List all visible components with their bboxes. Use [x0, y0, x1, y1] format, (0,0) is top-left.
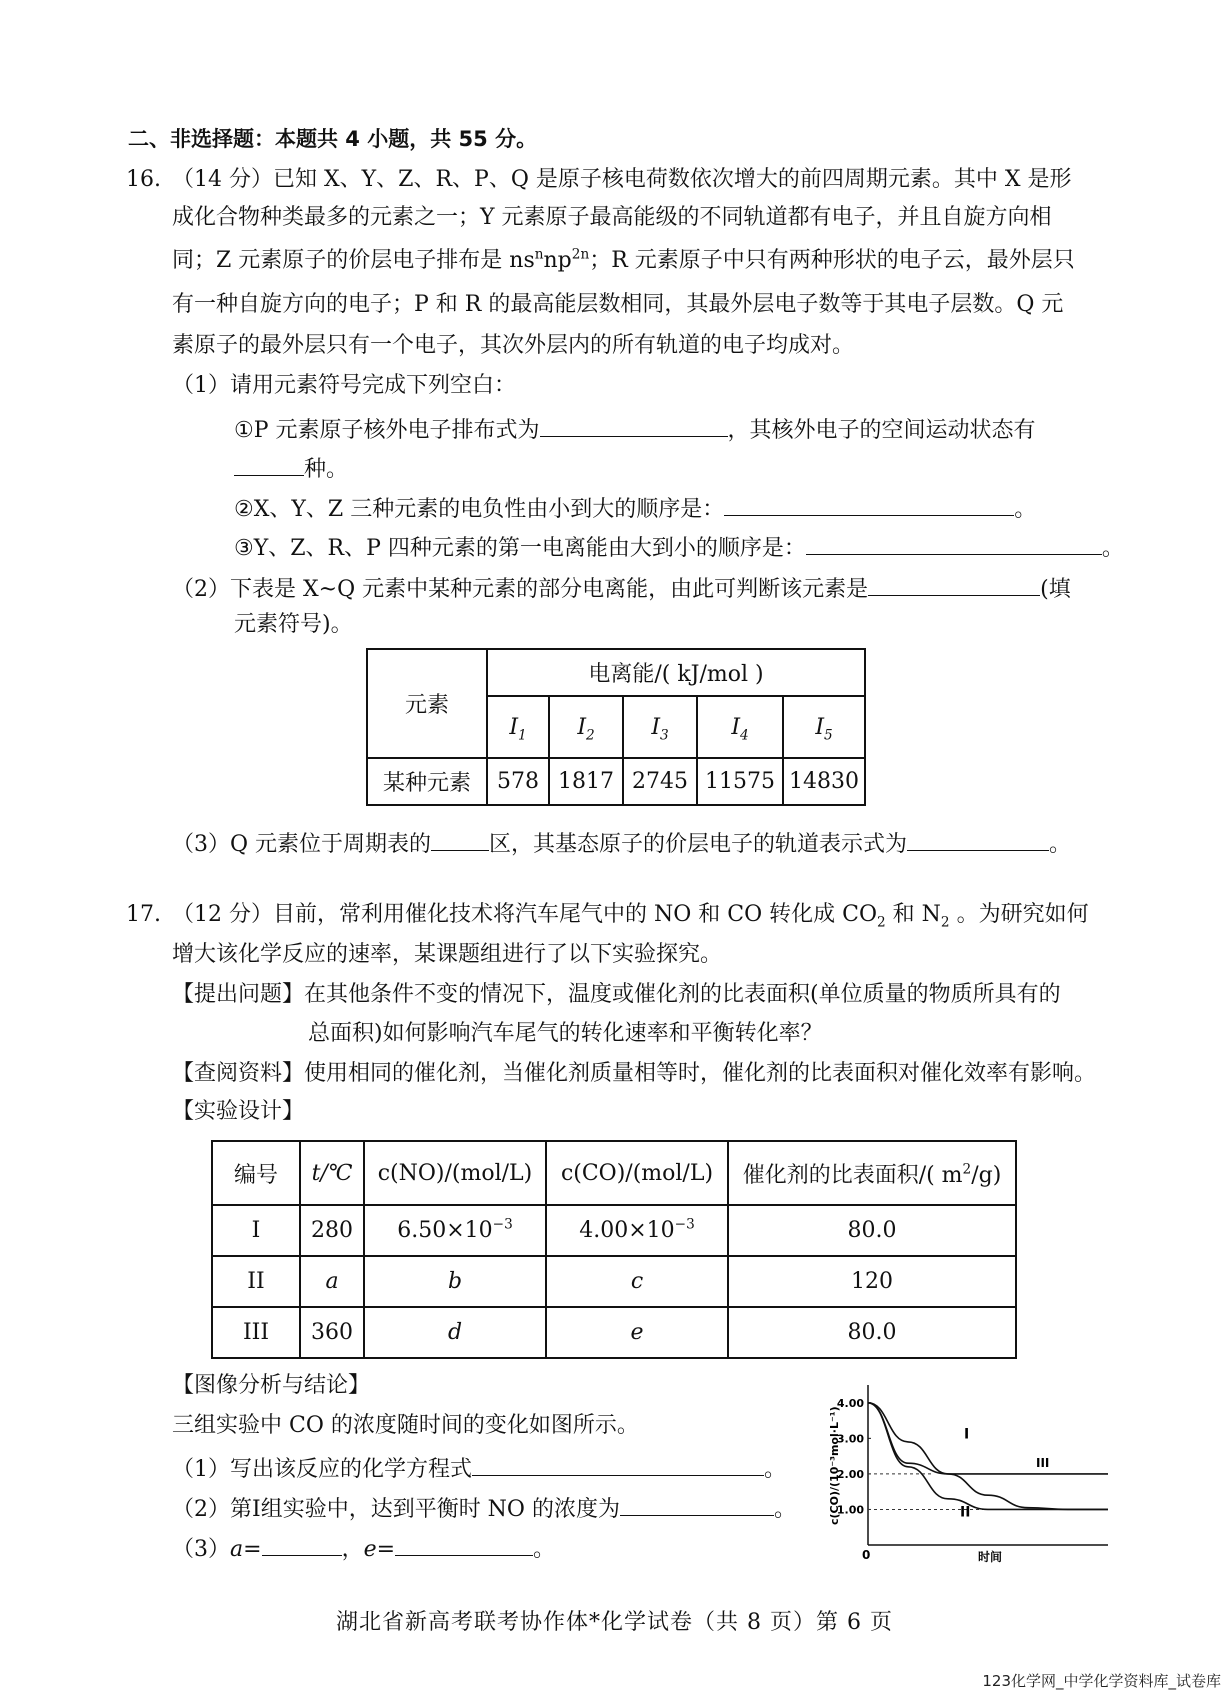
- table-cell: $6.50\times 10^{-3}$: [364, 1205, 546, 1256]
- table-cell: III: [212, 1307, 300, 1358]
- q16-part1-item2: ②X、Y、Z 三种元素的电负性由小到大的顺序是： 。: [234, 492, 1036, 523]
- answer-blank[interactable]: [234, 452, 304, 476]
- y-tick-label: 2.00: [836, 1467, 864, 1481]
- q17-line-1: （12 分）目前，常利用催化技术将汽车尾气中的 NO 和 CO 转化成 $CO_2$ 和 $N_2$ 。为研究如何: [172, 902, 1089, 931]
- q16-part1-item1-cont: 种。: [234, 452, 348, 483]
- table-cell: II: [212, 1256, 300, 1307]
- table-cell: a: [300, 1256, 364, 1307]
- co-concentration-chart: [818, 1365, 1118, 1575]
- answer-blank[interactable]: [540, 413, 728, 437]
- table-cell: I: [212, 1205, 300, 1256]
- q16-line-5: 素原子的最外层只有一个电子，其次外层内的所有轨道的电子均成对。: [172, 333, 855, 358]
- table-cell: 280: [300, 1205, 364, 1256]
- q17-line-2: 增大该化学反应的速率，某课题组进行了以下实验探究。: [172, 942, 723, 967]
- origin-label: 0: [862, 1548, 871, 1562]
- y-tick-label: 3.00: [836, 1432, 864, 1446]
- table-cell: c: [546, 1256, 728, 1307]
- q17-question: 【提出问题】在其他条件不变的情况下，温度或催化剂的比表面积(单位质量的物质所具有的: [172, 982, 1061, 1007]
- series-label-II: II: [960, 1504, 971, 1521]
- ionization-energy-table: [366, 648, 866, 806]
- q16-part3: （3）Q 元素位于周期表的 区，其基态原子的价层电子的轨道表示式为 。: [172, 827, 1071, 858]
- answer-blank[interactable]: [431, 827, 489, 851]
- series-label-III: III: [1036, 1455, 1050, 1470]
- table-header-area: 催化剂的比表面积/( $m^2/g$): [728, 1141, 1016, 1205]
- answer-blank[interactable]: [395, 1532, 533, 1556]
- section-title: 二、非选择题：本题共 4 小题，共 55 分。: [128, 127, 538, 151]
- q17-question-cont: 总面积)如何影响汽车尾气的转化速率和平衡转化率？: [308, 1021, 823, 1046]
- answer-blank[interactable]: [868, 572, 1040, 596]
- table-header-no: c(NO)/(mol/L): [364, 1141, 546, 1205]
- table-header-co: c(CO)/(mol/L): [546, 1141, 728, 1205]
- table-header-id: 编号: [212, 1141, 300, 1205]
- q17-number: 17.: [126, 902, 161, 927]
- series-line-I: [868, 1403, 1108, 1510]
- q16-line-3: 同；Z 元素原子的价层电子排布是 $ns^nnp^{2n}$；R 元素原子中只有两种形状的电子云，最外层只: [172, 246, 1075, 273]
- table-cell: 120: [728, 1256, 1016, 1307]
- series-line-III: [868, 1403, 1108, 1474]
- chart-labels: [828, 1397, 1049, 1564]
- q16-part1-intro: （1）请用元素符号完成下列空白：: [172, 373, 516, 398]
- table-cell: 2745: [623, 758, 697, 805]
- y-tick-label: 4.00: [836, 1396, 864, 1410]
- q17-analysis-label: 【图像分析与结论】: [172, 1373, 371, 1398]
- y-axis-label: c(CO)/(10⁻³mol·L⁻¹): [828, 1406, 841, 1525]
- y-tick-label: 1.00: [836, 1503, 864, 1517]
- q16-line-2: 成化合物种类最多的元素之一；Y 元素原子最高能级的不同轨道都有电子，并且自旋方向相: [172, 205, 1052, 230]
- q17-design-label: 【实验设计】: [172, 1099, 305, 1124]
- q16-part1-item1: ①P 元素原子核外电子排布式为 ，其核外电子的空间运动状态有: [234, 413, 1036, 444]
- table-cell: 80.0: [728, 1307, 1016, 1358]
- table-cell: 1817: [549, 758, 623, 805]
- answer-blank[interactable]: [724, 492, 1014, 516]
- chart-curves: [868, 1403, 1108, 1510]
- q16-part2: （2）下表是 X~Q 元素中某种元素的部分电离能，由此可判断该元素是 (填: [172, 572, 1071, 603]
- table-header-i4: $I_4$: [697, 696, 783, 758]
- series-label-I: I: [964, 1426, 970, 1443]
- table-cell: e: [546, 1307, 728, 1358]
- table-header-temp: t/℃: [300, 1141, 364, 1205]
- table-cell: 578: [487, 758, 549, 805]
- q16-number: 16.: [126, 167, 161, 192]
- table-header-i5: $I_5$: [783, 696, 865, 758]
- answer-blank[interactable]: [907, 827, 1049, 851]
- table-header-element: 元素: [367, 649, 487, 758]
- table-cell: d: [364, 1307, 546, 1358]
- q17-reference: 【查阅资料】使用相同的催化剂，当催化剂质量相等时，催化剂的比表面积对催化效率有影响。: [172, 1061, 1097, 1086]
- answer-blank[interactable]: [262, 1532, 342, 1556]
- table-cell: 11575: [697, 758, 783, 805]
- table-header-i1: $I_1$: [487, 696, 549, 758]
- table-cell: 360: [300, 1307, 364, 1358]
- q17-analysis-text: 三组实验中 CO 的浓度随时间的变化如图所示。: [172, 1413, 639, 1438]
- answer-blank[interactable]: [620, 1492, 774, 1516]
- table-header-i2: $I_2$: [549, 696, 623, 758]
- q16-part1-item3: ③Y、Z、R、P 四种元素的第一电离能由大到小的顺序是： 。: [234, 531, 1124, 562]
- q16-line-1: （14 分）已知 X、Y、Z、R、P、Q 是原子核电荷数依次增大的前四周期元素。其中 X 是形: [172, 167, 1072, 192]
- q17-sub3: （3）a= ，e= 。: [172, 1532, 555, 1563]
- table-cell: b: [364, 1256, 546, 1307]
- table-header-i3: $I_3$: [623, 696, 697, 758]
- answer-blank[interactable]: [806, 531, 1102, 555]
- table-cell: 80.0: [728, 1205, 1016, 1256]
- table-row-label: 某种元素: [367, 758, 487, 805]
- answer-blank[interactable]: [472, 1452, 764, 1476]
- q16-part2-cont: 元素符号)。: [234, 612, 353, 637]
- experiment-table: [211, 1140, 1017, 1359]
- table-header-ionization: 电离能/( kJ/mol ): [487, 649, 865, 696]
- page-footer: 湖北省新高考联考协作体*化学试卷（共 8 页）第 6 页: [336, 1610, 893, 1635]
- q17-sub2: （2）第Ⅰ组实验中，达到平衡时 NO 的浓度为 。: [172, 1492, 796, 1523]
- q16-line-4: 有一种自旋方向的电子；P 和 R 的最高能层数相同，其最外层电子数等于其电子层数。Q 元: [172, 292, 1064, 317]
- table-cell: $4.00\times 10^{-3}$: [546, 1205, 728, 1256]
- watermark: 123化学网_中学化学资料库_试卷库: [982, 1672, 1221, 1690]
- q17-sub1: （1）写出该反应的化学方程式 。: [172, 1452, 786, 1483]
- series-line-II: [868, 1403, 1108, 1510]
- x-axis-label: 时间: [978, 1550, 1003, 1564]
- table-cell: 14830: [783, 758, 865, 805]
